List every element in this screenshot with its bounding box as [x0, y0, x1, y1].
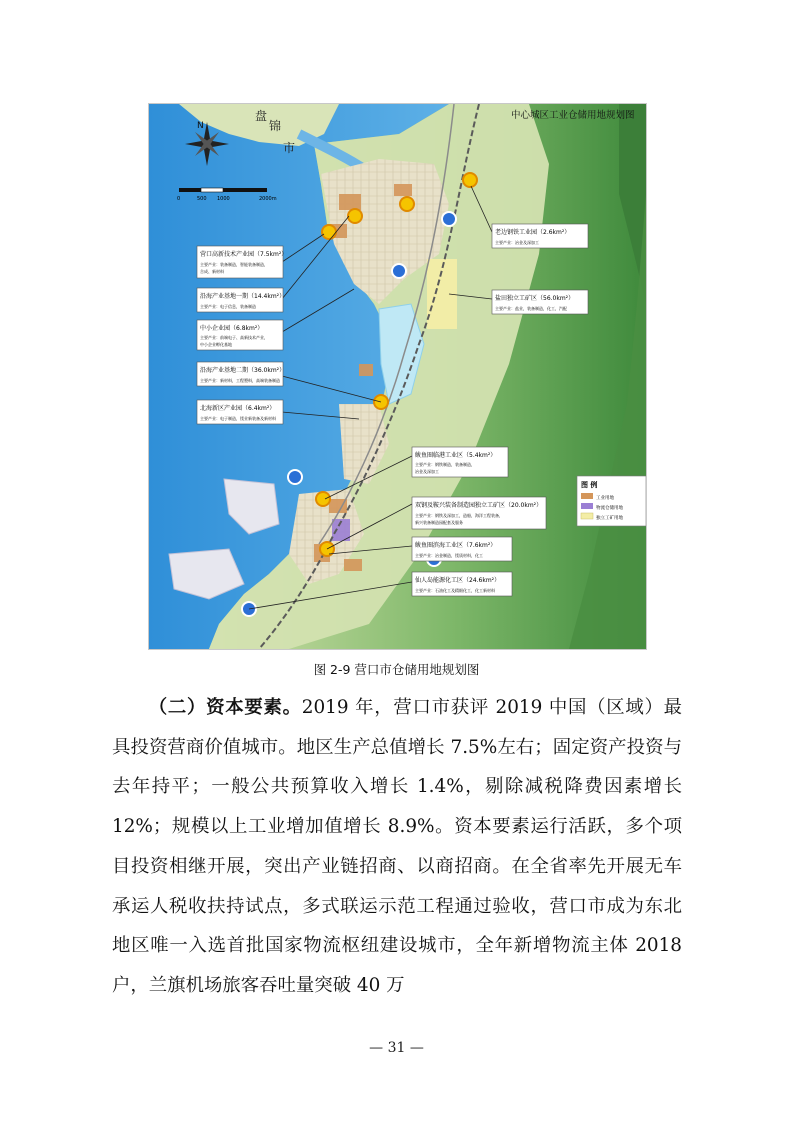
paragraph-text: 2019 年，营口市获评 2019 中国（区域）最具投资营商价值城市。地区生产总值增长 7.5%左右；固定资产投资与去年持平；一般公共预算收入增长 1.4%，剔除减税降费因素增长 12%；规模以上工业增加值增长 8.9%。资本要素运行活跃，多个项目投资相继开展，突出产业链招商、以商招商。在全省率先开展无车承运人税收扶持试点，多式联运示范工程通过验收，营口市成为东北地区唯一入选首批国家物流枢纽建设城市，全年新增物流主体 2018 户，兰旗机场旅客吞吐量突破 40 万 — [112, 697, 682, 996]
legend-label-industrial: 工业用地 — [596, 496, 614, 501]
svg-text:主要产业：新材料，工程塑料，高端装备制造: 主要产业：新材料，工程塑料，高端装备制造 — [200, 378, 280, 383]
body-paragraph — [112, 688, 682, 1006]
park-label-1 — [197, 246, 287, 278]
svg-text:主要产业：钢铁制造，装备制造，: 主要产业：钢铁制造，装备制造， — [415, 462, 475, 467]
svg-text:主要产业：装备制造，智能装备制造，: 主要产业：装备制造，智能装备制造， — [200, 262, 268, 267]
legend-swatch-logistics — [581, 503, 593, 509]
park-label-3 — [197, 320, 283, 350]
yantian-mining-zone — [427, 259, 457, 329]
svg-text:主要产业：电子信息，装备制造: 主要产业：电子信息，装备制造 — [200, 304, 256, 309]
park-label-8 — [412, 447, 508, 477]
legend-swatch-mining — [581, 513, 593, 519]
svg-text:合成、新材料: 合成、新材料 — [200, 269, 224, 274]
svg-text:锦: 锦 — [269, 119, 282, 133]
svg-text:主要产业：盐业，装备制造，化工，汽配: 主要产业：盐业，装备制造，化工，汽配 — [495, 306, 567, 311]
svg-text:营口高新技术产业园（7.5km²）: 营口高新技术产业园（7.5km²） — [200, 251, 288, 258]
planning-map-graphic — [149, 104, 646, 649]
svg-text:主要产业：冶金制造，镁质材料，化工: 主要产业：冶金制造，镁质材料，化工 — [415, 553, 483, 558]
svg-text:仙人岛能源化工区（24.6km²）: 仙人岛能源化工区（24.6km²） — [415, 577, 501, 584]
svg-text:主要产业：冶金及深加工: 主要产业：冶金及深加工 — [495, 240, 539, 245]
svg-text:双钢及鞍兴装备制造园独立工矿区（20.0km²）: 双钢及鞍兴装备制造园独立工矿区（20.0km²） — [415, 502, 543, 509]
svg-text:北海新区产业园（6.4km²）: 北海新区产业园（6.4km²） — [200, 405, 276, 412]
scale-label-2: 1000 — [217, 196, 230, 202]
svg-text:老边钢铁工业园（2.6km²）: 老边钢铁工业园（2.6km²） — [495, 229, 571, 236]
svg-text:中小企业孵化基地: 中小企业孵化基地 — [200, 342, 232, 347]
svg-text:中小企业园（6.8km²）: 中小企业园（6.8km²） — [200, 325, 264, 332]
svg-text:盐田独立工矿区（56.0km²）: 盐田独立工矿区（56.0km²） — [495, 295, 575, 302]
legend-label-mining: 独立工矿用地 — [596, 516, 623, 521]
legend-label-logistics: 物流仓储用地 — [596, 506, 623, 511]
svg-text:新兴装备制造园配套及服务: 新兴装备制造园配套及服务 — [415, 520, 463, 525]
svg-text:沿海产业基地二期（36.0km²）: 沿海产业基地二期（36.0km²） — [200, 367, 286, 374]
legend-title: 图 例 — [581, 481, 598, 489]
svg-text:盘: 盘 — [255, 109, 268, 123]
park-label-10 — [412, 537, 512, 561]
park-label-11 — [412, 572, 512, 596]
park-label-6 — [492, 224, 588, 248]
park-label-9 — [412, 497, 546, 529]
park-label-5 — [197, 400, 283, 424]
page-number: — 31 — — [369, 1040, 424, 1056]
map-title: 中心城区工业仓储用地规划图 — [511, 110, 635, 121]
park-label-7 — [492, 290, 588, 314]
svg-text:主要产业：电子制造，镁业新装备及新材料: 主要产业：电子制造，镁业新装备及新材料 — [200, 416, 276, 421]
svg-text:主要产业：石油化工及精细化工，化工新材料: 主要产业：石油化工及精细化工，化工新材料 — [415, 588, 495, 593]
legend-swatch-industrial — [581, 493, 593, 499]
park-label-2 — [197, 288, 285, 312]
figure-caption: 图 2-9 营口市仓储用地规划图 — [313, 662, 480, 677]
svg-text:主要产业：钢铁及深加工，造船，海洋工程装备，: 主要产业：钢铁及深加工，造船，海洋工程装备， — [415, 513, 503, 518]
body-paragraph-block — [112, 688, 682, 1006]
planning-map — [148, 103, 647, 650]
svg-text:主要产业：前端电子、高新技术产业，: 主要产业：前端电子、高新技术产业， — [200, 335, 268, 340]
scale-label-1: 500 — [197, 196, 207, 202]
svg-text:市: 市 — [283, 141, 296, 155]
svg-text:沿海产业基地一期（14.4km²）: 沿海产业基地一期（14.4km²） — [200, 293, 286, 300]
svg-text:鲅鱼圈临港工业区（5.4km²）: 鲅鱼圈临港工业区（5.4km²） — [415, 452, 497, 459]
compass-north-label: N — [197, 121, 204, 131]
section-heading: （二）资本要素。 — [148, 697, 302, 718]
svg-text:鲅鱼圈滨海工业区（7.6km²）: 鲅鱼圈滨海工业区（7.6km²） — [415, 542, 497, 549]
scale-label-3: 2000m — [259, 196, 277, 202]
scale-label-0: 0 — [177, 196, 181, 202]
map-legend — [577, 476, 646, 526]
park-label-4 — [197, 362, 285, 386]
svg-text:冶金及深加工: 冶金及深加工 — [415, 469, 439, 474]
